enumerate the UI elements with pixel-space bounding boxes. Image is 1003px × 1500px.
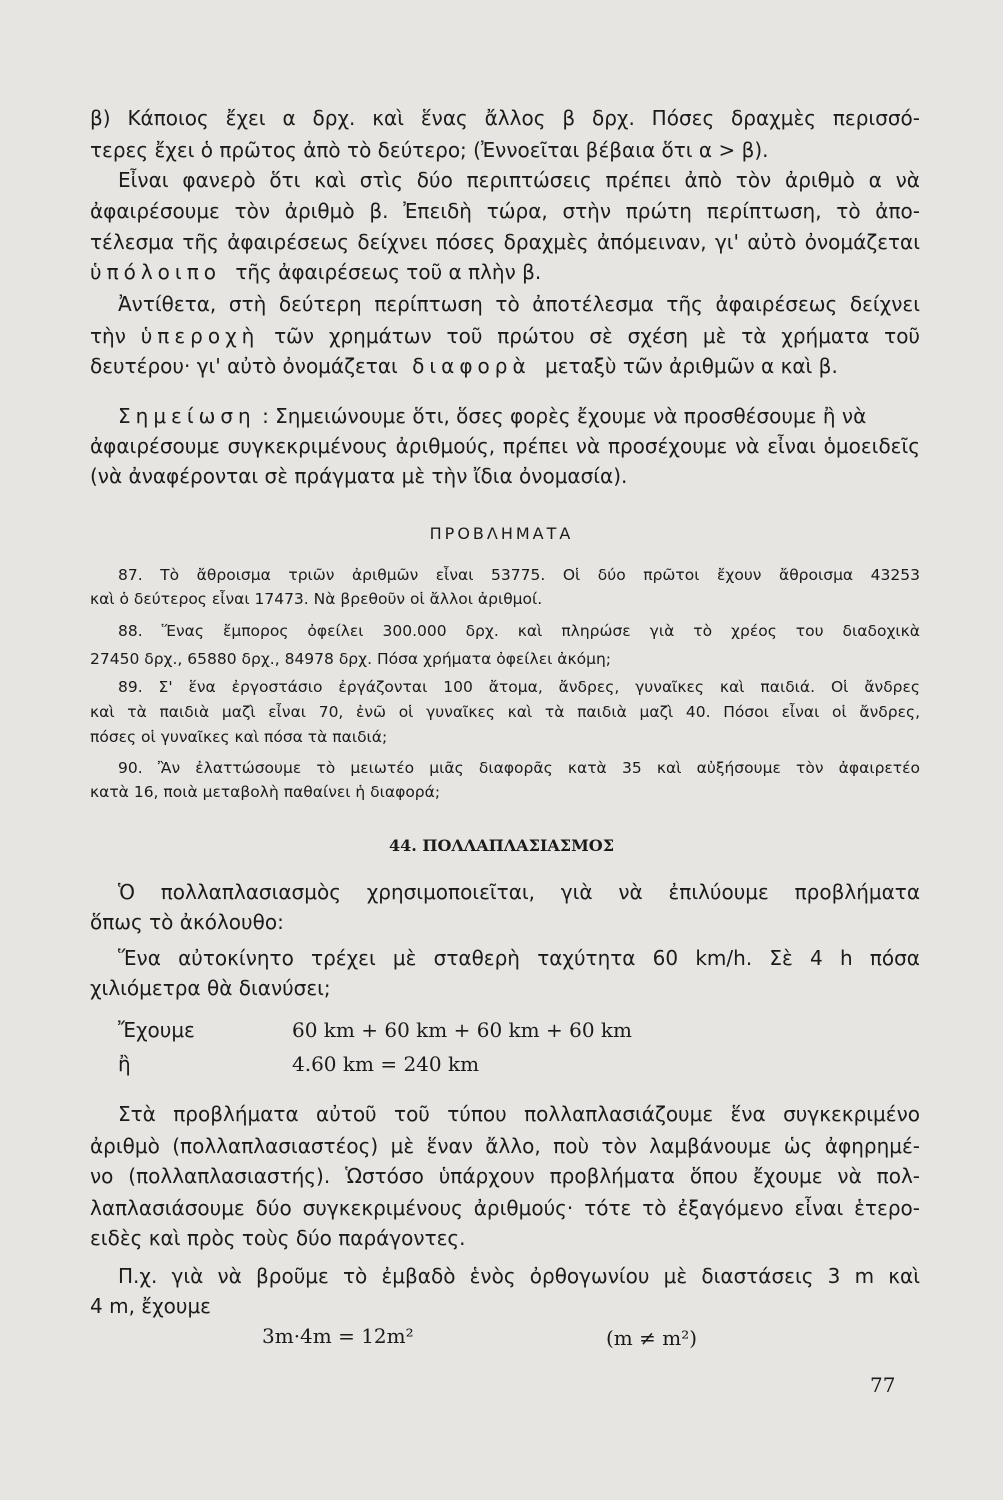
equation-label-2: ἢ bbox=[118, 1052, 131, 1076]
note-line-1-rest: : Σημειώνουμε ὅτι, ὅσες φορὲς ἔχουμε νὰ προσθέσουμε ἢ νὰ bbox=[262, 404, 867, 428]
note-line-2: ἀφαιρέσουμε συγκεκριμένους ἀριθμούς, πρέπει νὰ προσέχουμε νὰ εἶναι ὁμοειδεῖς bbox=[90, 434, 920, 458]
para-problems-line-1: Στὰ προβλήματα αὐτοῦ τοῦ τύπου πολλαπλασιάζουμε ἕνα συγκεκριμένο bbox=[118, 1102, 920, 1126]
para-b-line-2: τερες ἔχει ὁ πρῶτος ἀπὸ τὸ δεύτερο; (Ἐννοεῖται βέβαια ὅτι α > β). bbox=[90, 138, 769, 162]
para-contrary-line-3-post: μεταξὺ τῶν ἀριθμῶν α καὶ β. bbox=[545, 354, 838, 378]
para-obvious-rest: τῆς ἀφαιρέσεως τοῦ α πλὴν β. bbox=[235, 260, 542, 284]
problem-89-line-1: 89. Σ' ἕνα ἐργοστάσιο ἐργάζονται 100 ἄτομα, ἄνδρες, γυναῖκες καὶ παιδιά. Οἱ ἄνδρες bbox=[118, 678, 920, 696]
term-diafora: διαφορὰ bbox=[412, 354, 531, 378]
mult-intro-line-1: Ὁ πολλαπλασιασμὸς χρησιμοποιεῖται, γιὰ νὰ ἐπιλύουμε προβλήματα bbox=[118, 880, 920, 904]
car-problem-line-1: Ἕνα αὐτοκίνητο τρέχει μὲ σταθερὴ ταχύτητα 60 km/h. Σὲ 4 h πόσα bbox=[118, 946, 920, 970]
car-problem-line-2: χιλιόμετρα θὰ διανύσει; bbox=[90, 976, 331, 1000]
note-line-3: (νὰ ἀναφέρονται σὲ πράγματα μὲ τὴν ἴδια ὀνομασία). bbox=[90, 464, 628, 488]
problem-87-line-2: καὶ ὁ δεύτερος εἶναι 17473. Νὰ βρεθοῦν οἱ ἄλλοι ἀριθμοί. bbox=[90, 590, 543, 608]
page-number: 77 bbox=[870, 1373, 896, 1397]
para-contrary-line-3-pre: δευτέρου· γι' αὐτὸ ὀνομάζεται bbox=[90, 354, 398, 378]
equation-2: 4.60 km = 240 km bbox=[292, 1052, 480, 1076]
para-problems-line-2: ἀριθμὸ (πολλαπλασιαστέος) μὲ ἕναν ἄλλο, ποὺ τὸν λαμβάνουμε ὡς ἀφηρημέ- bbox=[90, 1134, 920, 1158]
para-contrary-line-2 bbox=[90, 322, 920, 350]
note-line-1 bbox=[118, 402, 920, 430]
problems-heading: ΠΡΟΒΛΗΜΑΤΑ bbox=[429, 524, 574, 543]
problem-90-line-1: 90. Ἂν ἐλαττώσουμε τὸ μειωτέο μιᾶς διαφορᾶς κατὰ 35 καὶ αὐξήσουμε τὸν ἀφαιρετέο bbox=[118, 759, 920, 777]
note-label: Σημείωση bbox=[118, 404, 256, 428]
problem-88-line-1: 88. Ἕνας ἔμπορος ὀφείλει 300.000 δρχ. καὶ πληρώσε γιὰ τὸ χρέος του διαδοχικὰ bbox=[118, 622, 920, 640]
para-problems-line-5: ειδὲς καὶ πρὸς τοὺς δύο παράγοντες. bbox=[90, 1226, 466, 1250]
para-obvious-line-3: τέλεσμα τῆς ἀφαιρέσεως δείχνει πόσες δραχμὲς ἀπόμειναν, γι' αὐτὸ ὀνομάζεται bbox=[90, 230, 920, 254]
problem-89-line-2: καὶ τὰ παιδιὰ μαζὶ εἶναι 70, ἐνῶ οἱ γυναῖκες καὶ τὰ παιδιὰ μαζὶ 40. Πόσοι εἶναι οἱ ἄνδρες, bbox=[90, 703, 920, 721]
para-contrary-line-2-post: τῶν χρημάτων τοῦ πρώτου σὲ σχέση μὲ τὰ χρήματα τοῦ bbox=[274, 324, 921, 348]
equation-label-1: Ἔχουμε bbox=[118, 1018, 195, 1042]
para-obvious-line-4 bbox=[90, 258, 920, 286]
term-ypoloipo: ὑπόλοιπο bbox=[90, 260, 221, 284]
problem-87-line-1: 87. Τὸ ἄθροισμα τριῶν ἀριθμῶν εἶναι 53775. Οἱ δύο πρῶτοι ἔχουν ἄθροισμα 43253 bbox=[118, 566, 920, 584]
area-equation: 3m·4m = 12m² bbox=[262, 1324, 414, 1348]
para-b-line-1: β) Κάποιος ἔχει α δρχ. καὶ ἕνας ἄλλος β δρχ. Πόσες δραχμὲς περισσό- bbox=[90, 106, 920, 130]
para-obvious-line-1: Εἶναι φανερὸ ὅτι καὶ στὶς δύο περιπτώσεις πρέπει ἀπὸ τὸν ἀριθμὸ α νὰ bbox=[118, 168, 920, 192]
problem-88-line-2: 27450 δρχ., 65880 δρχ., 84978 δρχ. Πόσα χρήματα ὀφείλει ἀκόμη; bbox=[90, 650, 612, 668]
problem-90-line-2: κατὰ 16, ποιὰ μεταβολὴ παθαίνει ἡ διαφορά; bbox=[90, 783, 441, 801]
para-contrary-line-2-pre: τὴν bbox=[90, 324, 126, 348]
section-heading: 44. ΠΟΛΛΑΠΛΑΣΙΑΣΜΟΣ bbox=[388, 836, 615, 855]
area-equation-note: (m ≠ m²) bbox=[606, 1326, 698, 1350]
equation-1: 60 km + 60 km + 60 km + 60 km bbox=[292, 1018, 632, 1042]
para-problems-line-4: λαπλασιάσουμε δύο συγκεκριμένους ἀριθμούς· τότε τὸ ἐξαγόμενο εἶναι ἑτερο- bbox=[90, 1196, 920, 1220]
para-example-line-1: Π.χ. γιὰ νὰ βροῦμε τὸ ἐμβαδὸ ἑνὸς ὀρθογωνίου μὲ διαστάσεις 3 m καὶ bbox=[118, 1264, 920, 1288]
mult-intro-line-2: ὅπως τὸ ἀκόλουθο: bbox=[90, 910, 284, 934]
term-yperochi: ὑπεροχὴ bbox=[140, 324, 260, 348]
para-contrary-line-1: Ἀντίθετα, στὴ δεύτερη περίπτωση τὸ ἀποτέλεσμα τῆς ἀφαιρέσεως δείχνει bbox=[118, 292, 920, 316]
para-obvious-line-2: ἀφαιρέσουμε τὸν ἀριθμὸ β. Ἐπειδὴ τώρα, στὴν πρώτη περίπτωση, τὸ ἀπο- bbox=[90, 199, 920, 223]
para-example-line-2: 4 m, ἔχουμε bbox=[90, 1294, 211, 1318]
problem-89-line-3: πόσες οἱ γυναῖκες καὶ πόσα τὰ παιδιά; bbox=[90, 728, 388, 746]
para-problems-line-3: νο (πολλαπλασιαστής). Ὡστόσο ὑπάρχουν προβλήματα ὅπου ἔχουμε νὰ πολ- bbox=[90, 1164, 920, 1188]
para-contrary-line-3 bbox=[90, 352, 920, 380]
